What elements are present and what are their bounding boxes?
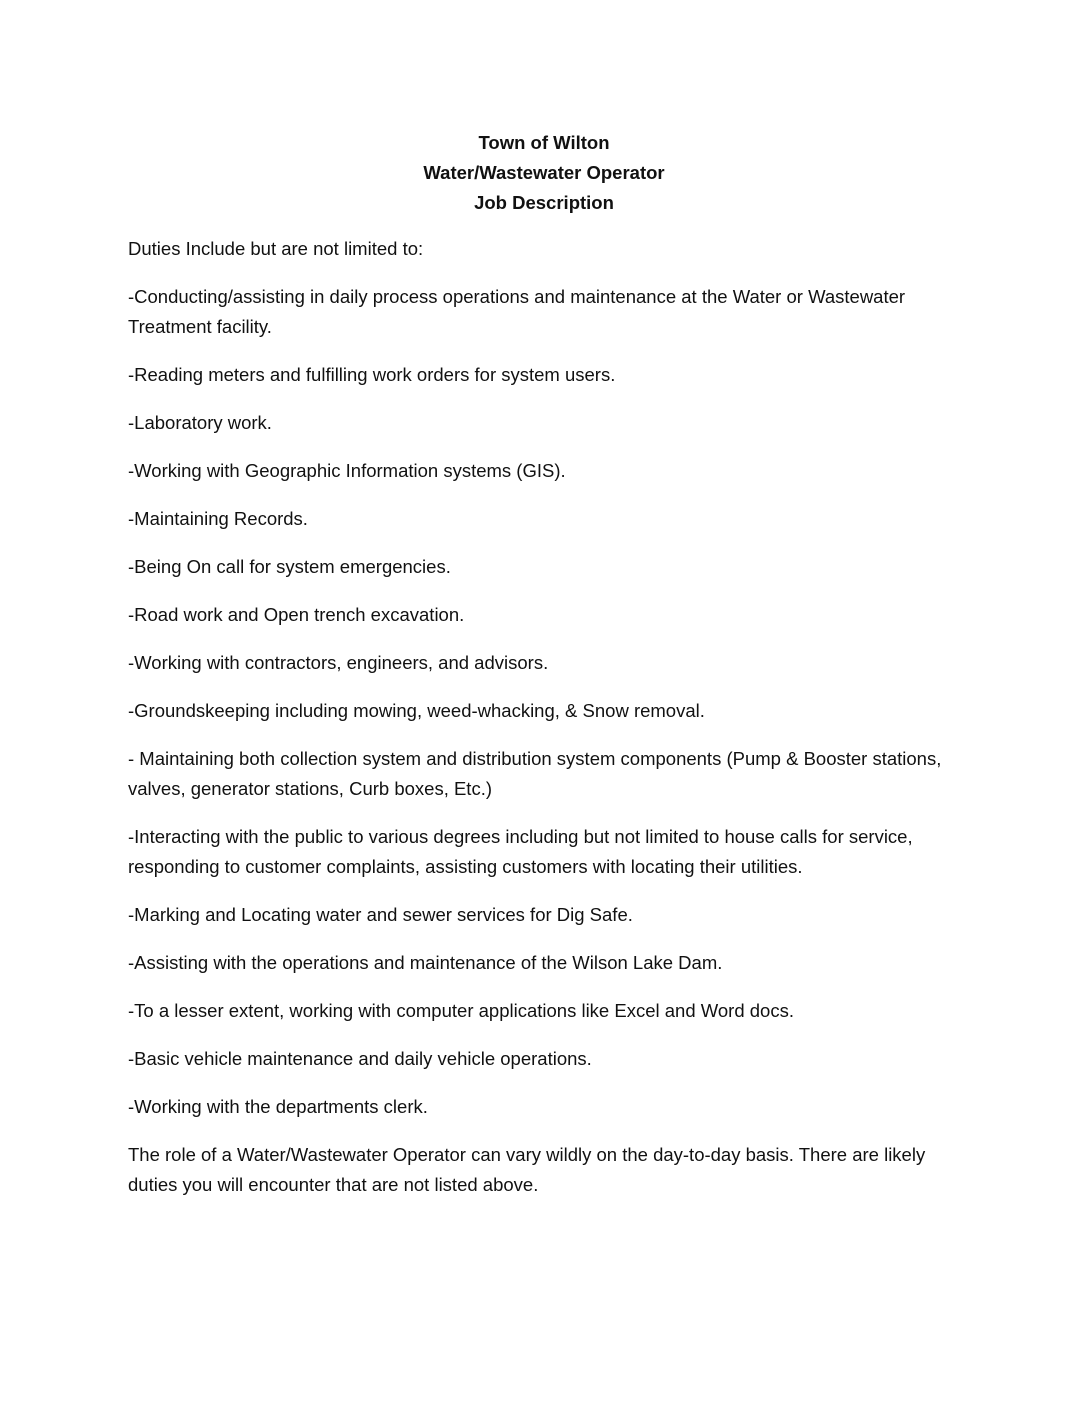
document-header xyxy=(0,128,1088,218)
duty-item: -Reading meters and fulfilling work orders for system users. xyxy=(128,364,616,385)
duty-item: -Assisting with the operations and maintenance of the Wilson Lake Dam. xyxy=(128,952,723,973)
duty-item: -Conducting/assisting in daily process operations and maintenance at the Water or Wastewater Treatment facility. xyxy=(128,286,906,337)
duty-item: -To a lesser extent, working with computer applications like Excel and Word docs. xyxy=(128,1000,794,1021)
duty-item: -Being On call for system emergencies. xyxy=(128,556,451,577)
duty-item: -Interacting with the public to various degrees including but not limited to house calls for service, responding to customer complaints, assisting customers with locating their utilities. xyxy=(128,826,913,877)
intro-text: Duties Include but are not limited to: xyxy=(128,238,424,259)
document-title: Job Description xyxy=(474,192,614,213)
organization-title: Town of Wilton xyxy=(478,132,610,153)
duty-item: - Maintaining both collection system and distribution system components (Pump & Booster stations, valves, generator stations, Curb boxes, Etc.) xyxy=(128,748,942,799)
document-body xyxy=(128,234,968,1218)
duty-item: -Working with Geographic Information systems (GIS). xyxy=(128,460,566,481)
duty-item: -Road work and Open trench excavation. xyxy=(128,604,465,625)
duty-item: -Maintaining Records. xyxy=(128,508,308,529)
closing-text: The role of a Water/Wastewater Operator can vary wildly on the day-to-day basis. There are likely duties you will encounter that are not listed above. xyxy=(128,1144,926,1195)
duty-item: -Laboratory work. xyxy=(128,412,272,433)
duty-item: -Working with the departments clerk. xyxy=(128,1096,428,1117)
duty-item: -Marking and Locating water and sewer services for Dig Safe. xyxy=(128,904,633,925)
duty-item: -Working with contractors, engineers, and advisors. xyxy=(128,652,549,673)
position-title: Water/Wastewater Operator xyxy=(423,162,665,183)
duty-item: -Basic vehicle maintenance and daily vehicle operations. xyxy=(128,1048,592,1069)
duty-item: -Groundskeeping including mowing, weed-whacking, & Snow removal. xyxy=(128,700,705,721)
